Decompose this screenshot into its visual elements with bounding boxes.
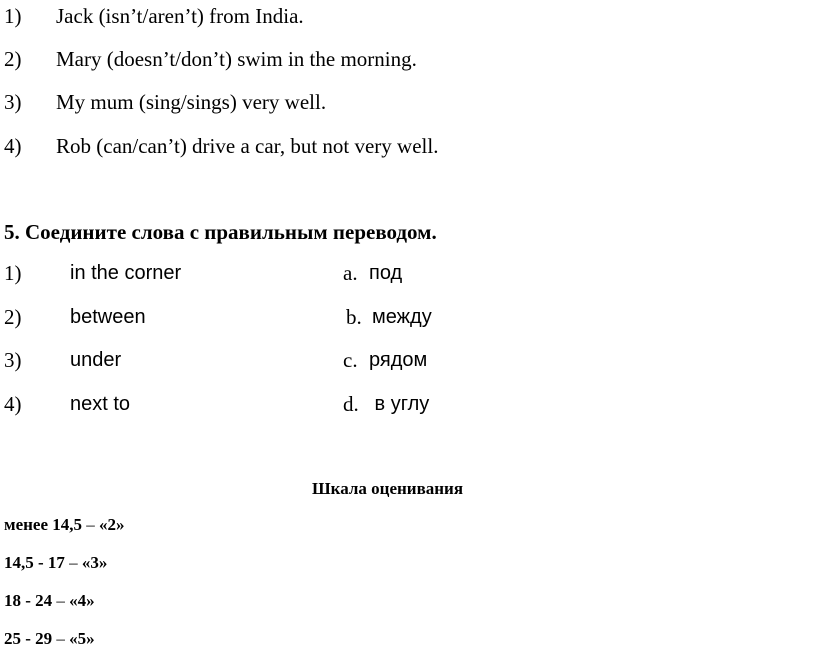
item-number: 4) [4, 392, 22, 416]
item-word: next to [70, 393, 131, 415]
item-number: 4) [4, 134, 22, 158]
item-translation: между [372, 306, 432, 328]
grading-grade: «3» [81, 553, 108, 572]
grading-range: 18 - 24 [4, 591, 53, 610]
grading-row [4, 554, 107, 571]
item-letter: d. [343, 392, 359, 416]
item-letter: a. [343, 261, 358, 285]
grading-row [4, 630, 95, 647]
grading-range: 14,5 - 17 [4, 553, 65, 572]
item-text: Jack (isn’t/aren’t) from India. [56, 4, 304, 28]
exercise-5-heading: 5. Соедините слова с правильным переводом. [4, 220, 437, 244]
grading-dash: – [56, 591, 65, 610]
item-letter: c. [343, 348, 358, 372]
grading-grade: «2» [99, 515, 125, 534]
item-number: 2) [4, 305, 22, 329]
grading-grade: «4» [69, 591, 95, 610]
item-word: in the corner [70, 262, 182, 284]
item-letter: b. [346, 305, 362, 329]
item-text: Mary (doesn’t/don’t) swim in the morning. [56, 47, 417, 71]
item-translation: под [369, 262, 403, 284]
item-number: 2) [4, 47, 22, 71]
grading-row [4, 592, 95, 609]
grading-dash: – [56, 629, 65, 648]
item-text: Rob (can/can’t) drive a car, but not very well. [56, 134, 439, 158]
item-word: under [70, 349, 122, 371]
item-translation: рядом [369, 349, 428, 371]
item-text: My mum (sing/sings) very well. [56, 90, 327, 114]
item-word: between [70, 306, 146, 328]
grading-grade: «5» [69, 629, 95, 648]
grading-range: 25 - 29 [4, 629, 53, 648]
item-translation: в углу [369, 393, 430, 415]
grading-dash: – [69, 553, 78, 572]
item-number: 1) [4, 4, 22, 28]
grading-row [4, 516, 125, 533]
item-number: 3) [4, 90, 22, 114]
item-number: 1) [4, 261, 22, 285]
item-number: 3) [4, 348, 22, 372]
grading-range: менее 14,5 [4, 515, 83, 534]
grading-dash: – [86, 515, 95, 534]
grading-title: Шкала оценивания [312, 479, 464, 498]
